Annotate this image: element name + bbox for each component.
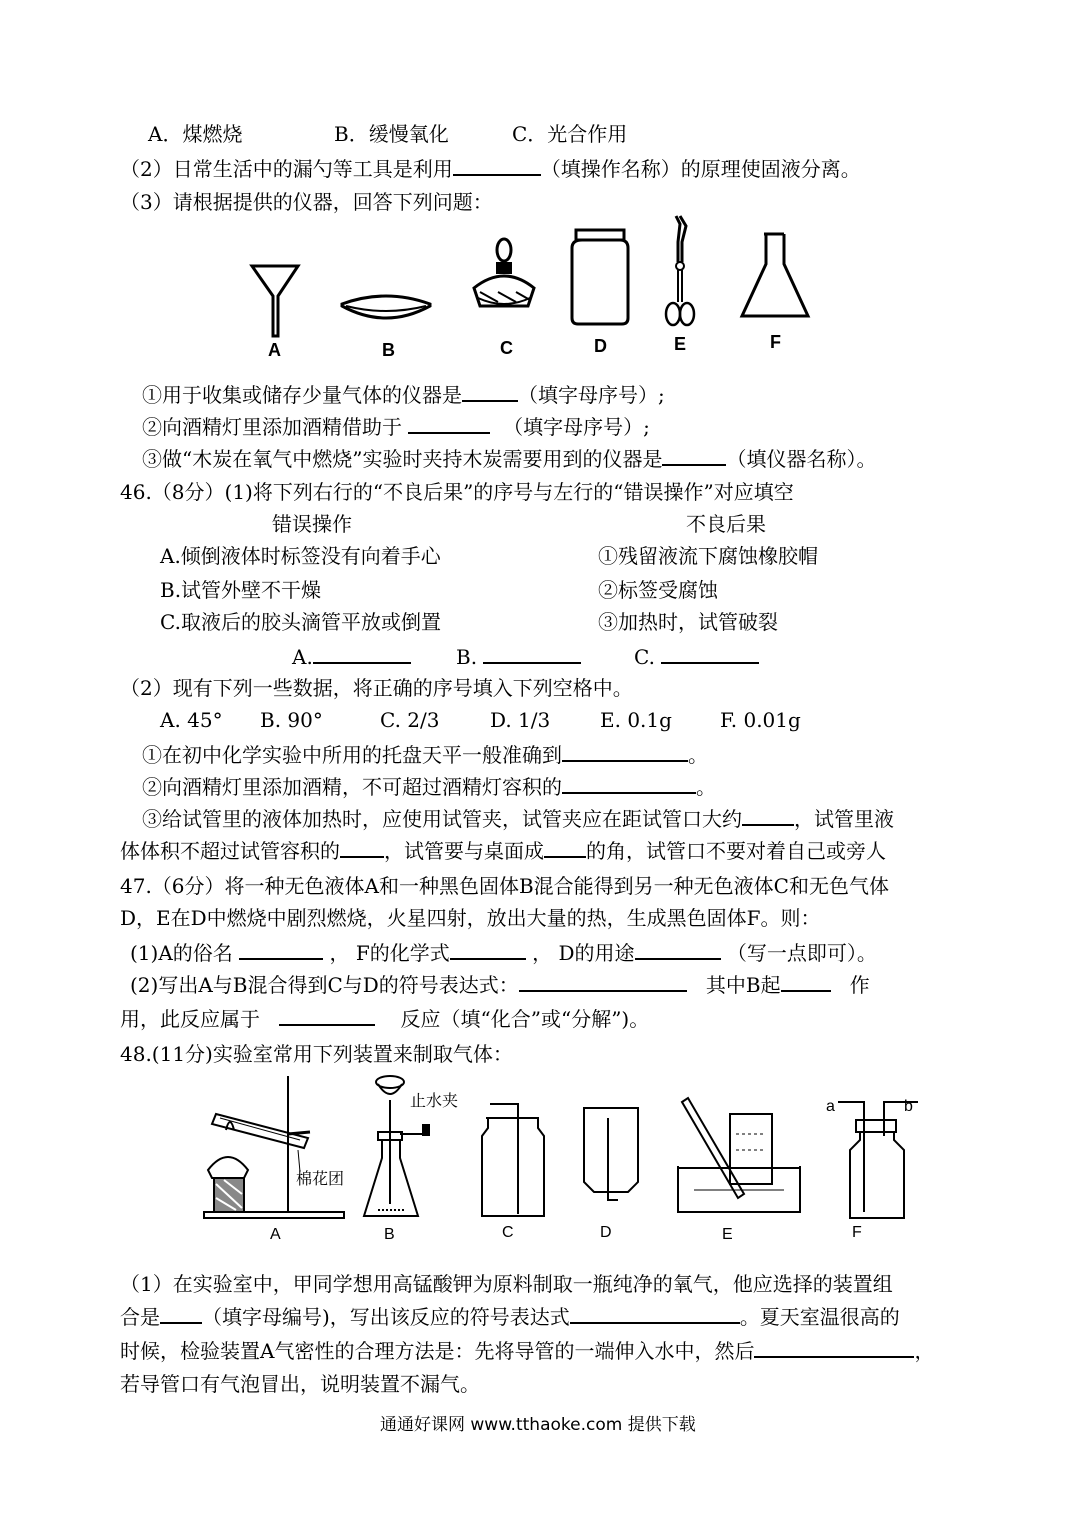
instrument-label-a: A bbox=[268, 340, 281, 360]
q46-s3b: 体体积不超过试管容积的 ，试管要与桌面成 的角，试管口不要对着自己或旁人 bbox=[120, 836, 886, 865]
data-option-c: C. 2/3 bbox=[380, 708, 440, 732]
q46-s2: ②向酒精灯里添加酒精，不可超过酒精灯容积的 。 bbox=[142, 772, 716, 801]
answer-blank[interactable] bbox=[483, 642, 581, 664]
answer-blank[interactable] bbox=[635, 938, 721, 960]
answer-blank[interactable] bbox=[544, 836, 586, 858]
alcohol-lamp-icon bbox=[468, 236, 548, 320]
answer-blank[interactable] bbox=[661, 642, 759, 664]
q48-p4: 若导管口有气泡冒出，说明装置不漏气。 bbox=[120, 1372, 480, 1396]
cotton-label: 棉花团 bbox=[296, 1171, 345, 1188]
q45-sub1: ①用于收集或储存少量气体的仪器是 （填字母序号）; bbox=[142, 380, 665, 409]
funnel-icon bbox=[250, 262, 310, 342]
consequence-1: ①残留液流下腐蚀橡胶帽 bbox=[598, 544, 818, 568]
q47-line2: D，E在D中燃烧中剧烈燃烧，火星四射，放出大量的热，生成黑色固体F。则： bbox=[120, 906, 821, 930]
col-right-heading: 不良后果 bbox=[686, 512, 766, 536]
answer-blank[interactable] bbox=[754, 1336, 914, 1358]
answer-blank[interactable] bbox=[742, 804, 794, 826]
answer-blank[interactable] bbox=[519, 970, 687, 992]
q47-line5: 用，此反应属于 反应（填“化合”或“分解”)。 bbox=[120, 1004, 649, 1033]
q45-part3-intro: （3）请根据提供的仪器，回答下列问题： bbox=[120, 190, 493, 214]
instrument-label-b: B bbox=[382, 340, 395, 360]
answer-blank[interactable] bbox=[313, 642, 411, 664]
answer-b: B. bbox=[456, 642, 581, 671]
col-left-heading: 错误操作 bbox=[272, 512, 352, 536]
footer: 通通好课网 www.tthaoke.com 提供下载 bbox=[380, 1415, 696, 1435]
apparatus-c-bottle bbox=[478, 1094, 548, 1220]
apparatus-label-f: F bbox=[852, 1224, 862, 1241]
answer-blank[interactable] bbox=[340, 836, 384, 858]
answer-blank[interactable] bbox=[562, 772, 696, 794]
apparatus-label-a: A bbox=[270, 1226, 281, 1243]
q45-sub2: ②向酒精灯里添加酒精借助于 （填字母序号）; bbox=[142, 412, 650, 441]
crucible-tongs-icon bbox=[660, 212, 700, 330]
q46-header: 46.（8分）(1)将下列右行的“不良后果”的序号与左行的“错误操作”对应填空 bbox=[120, 480, 794, 504]
data-option-e: E. 0.1g bbox=[600, 708, 672, 732]
q45-part2: （2）日常生活中的漏勺等工具是利用 （填操作名称）的原理使固液分离。 bbox=[120, 154, 861, 183]
answer-blank[interactable] bbox=[781, 970, 831, 992]
answer-blank[interactable] bbox=[450, 938, 526, 960]
q47-line4: (2)写出A与B混合得到C与D的符号表达式： 其中B起 作 bbox=[130, 970, 870, 999]
instrument-label-c: C bbox=[500, 338, 513, 358]
answer-blank[interactable] bbox=[570, 1302, 740, 1324]
answer-blank[interactable] bbox=[662, 444, 726, 466]
apparatus-a-heating-setup bbox=[200, 1074, 360, 1220]
error-op-a: A.倾倒液体时标签没有向着手心 bbox=[160, 544, 441, 568]
answer-blank[interactable] bbox=[408, 412, 490, 434]
apparatus-d-bottle bbox=[578, 1104, 644, 1208]
tube-a-label: a bbox=[826, 1098, 835, 1115]
data-option-a: A. 45° bbox=[160, 708, 223, 732]
data-option-d: D. 1/3 bbox=[490, 708, 551, 732]
answer-blank[interactable] bbox=[562, 740, 688, 762]
answer-a: A. bbox=[292, 642, 411, 671]
consequence-3: ③加热时，试管破裂 bbox=[598, 610, 778, 634]
q46-s3: ③给试管里的液体加热时，应使用试管夹，试管夹应在距试管口大约 ，试管里液 bbox=[142, 804, 894, 833]
data-option-b: B. 90° bbox=[260, 708, 323, 732]
evaporating-dish-icon bbox=[338, 290, 438, 330]
q46-part2-intro: （2）现有下列一些数据，将正确的序号填入下列空格中。 bbox=[120, 676, 633, 700]
q48-p3: 时候，检验装置A气密性的合理方法是：先将导管的一端伸入水中，然后 ， bbox=[120, 1336, 934, 1365]
instrument-label-f: F bbox=[770, 332, 781, 352]
tube-b-label: b bbox=[904, 1098, 913, 1115]
q48-p1: （1）在实验室中，甲同学想用高锰酸钾为原料制取一瓶纯净的氧气，他应选择的装置组 bbox=[120, 1272, 893, 1296]
option-a: A．煤燃烧 bbox=[148, 122, 243, 146]
clamp-label: 止水夹 bbox=[410, 1093, 459, 1110]
answer-blank[interactable] bbox=[160, 1302, 202, 1324]
consequence-2: ②标签受腐蚀 bbox=[598, 578, 718, 602]
apparatus-label-c: C bbox=[502, 1224, 514, 1241]
gas-collecting-bottle-icon bbox=[568, 228, 634, 328]
answer-c: C. bbox=[634, 642, 759, 671]
option-c: C．光合作用 bbox=[512, 122, 628, 146]
q46-s1: ①在初中化学实验中所用的托盘天平一般准确到 。 bbox=[142, 740, 708, 769]
answer-blank[interactable] bbox=[462, 380, 518, 402]
apparatus-label-d: D bbox=[600, 1224, 612, 1241]
answer-blank[interactable] bbox=[453, 154, 541, 176]
answer-blank[interactable] bbox=[279, 1004, 375, 1026]
instrument-label-e: E bbox=[674, 334, 687, 354]
q47-line3: (1)A的俗名 ， F的化学式 ， D的用途 （写一点即可）。 bbox=[130, 938, 877, 967]
apparatus-label-e: E bbox=[722, 1226, 733, 1243]
error-op-b: B.试管外壁不干燥 bbox=[160, 578, 322, 602]
q45-sub3: ③做“木炭在氧气中燃烧”实验时夹持木炭需要用到的仪器是 （填仪器名称）。 bbox=[142, 444, 876, 473]
apparatus-e-water-trough bbox=[674, 1094, 804, 1214]
error-op-c: C.取液后的胶头滴管平放或倒置 bbox=[160, 610, 441, 634]
conical-flask-icon bbox=[738, 230, 814, 322]
q48-p2: 合是 （填字母编号)，写出该反应的符号表达式 。夏天室温很高的 bbox=[120, 1302, 900, 1331]
data-option-f: F. 0.01g bbox=[720, 708, 801, 732]
instrument-label-d: D bbox=[594, 336, 607, 356]
apparatus-label-b: B bbox=[384, 1226, 395, 1243]
q48-header: 48.(11分)实验室常用下列装置来制取气体： bbox=[120, 1042, 513, 1066]
q47-line1: 47.（6分）将一种无色液体A和一种黑色固体B混合能得到另一种无色液体C和无色气体 bbox=[120, 874, 889, 898]
answer-blank[interactable] bbox=[239, 938, 323, 960]
option-b: B．缓慢氧化 bbox=[334, 122, 449, 146]
